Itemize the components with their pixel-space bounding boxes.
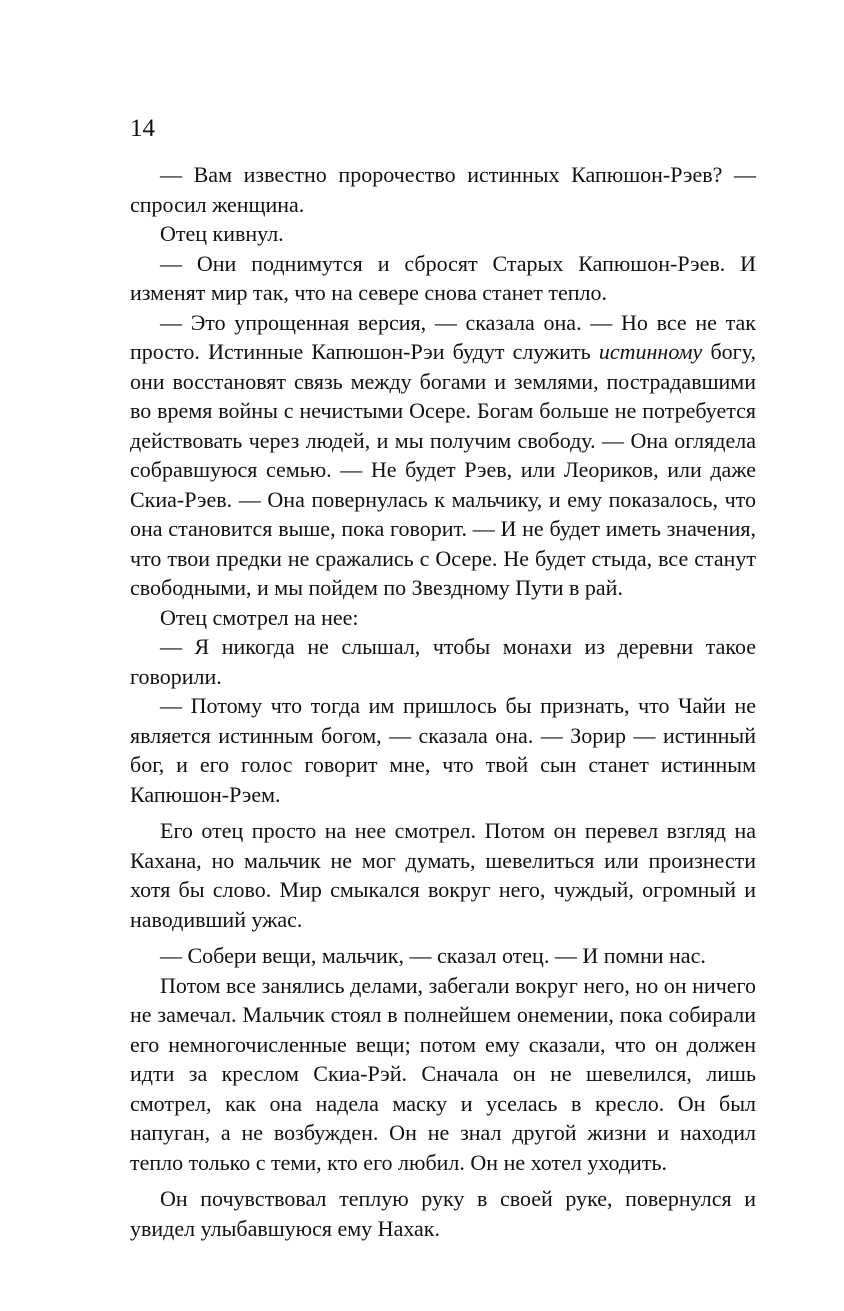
paragraph: Отец кивнул.	[160, 221, 284, 246]
paragraph: — Они поднимутся и сбросят Старых Капюшон-Рэев. И изменят мир так, что на севере снова станет тепло.	[130, 250, 756, 305]
paragraph: — Собери вещи, мальчик, — сказал отец. — И помни нас.	[160, 943, 706, 968]
page-number: 14	[130, 115, 155, 142]
paragraph: Потом все занялись делами, забегали вокруг него, но он ничего не замечал. Мальчик стоял в полнейшем онемении, пока собирали его немногочисленные вещи; потом ему сказали, что он должен идти за креслом Скиа-Рэй. Сначала он не шевелился, лишь смотрел, как она надела маску и уселась в кресло. Он был напуган, а не возбужден. Он не знал другой жизни и находил тепло только с теми, кто его любил. Он не хотел уходить.	[130, 972, 756, 1175]
emphasized-word: истинному	[598, 339, 703, 364]
paragraph: — Потому что тогда им пришлось бы признать, что Чайи не является истинным богом, — сказала она. — Зорир — истинный бог, и его голос говорит мне, что твой сын станет истинным Капюшон-Рэем.	[130, 693, 756, 807]
body-text	[130, 160, 756, 1243]
paragraph: Он почувствовал теплую руку в своей руке, повернулся и увидел улыбавшуюся ему Нахак.	[130, 1186, 756, 1241]
paragraph: — Я никогда не слышал, чтобы монахи из деревни такое говорили.	[130, 634, 756, 689]
paragraph	[130, 308, 756, 603]
paragraph: Его отец просто на нее смотрел. Потом он перевел взгляд на Кахана, но мальчик не мог думать, шевелиться или произнести хотя бы слово. Мир смыкался вокруг него, чуждый, огромный и наводивший ужас.	[130, 818, 756, 932]
paragraph: — Вам известно пророчество истинных Капюшон-Рэев? — спросил женщина.	[130, 162, 756, 217]
paragraph: Отец смотрел на нее:	[160, 604, 359, 630]
paragraph-text: богу, они восстановят связь между богами и землями, пострадавшими во время войны с нечистыми Осере. Богам больше не потребуется действовать через людей, и мы получим свободу. — Она оглядела собравшуюся семью. — Не будет Рэев, или Леориков, или даже Скиа-Рэев. — Она повернулась к мальчику, и ему показалось, что она становится выше, пока говорит. — И не будет иметь значения, что твои предки не сражались с Осере. Не будет стыда, все станут свободными, и мы пойдем по Звездному Пути в рай.	[130, 339, 756, 600]
paragraph-text: — Это упрощенная версия, — сказала она. — Но все не так просто. Истинные Капюшон-Рэи будут служить	[130, 309, 756, 364]
